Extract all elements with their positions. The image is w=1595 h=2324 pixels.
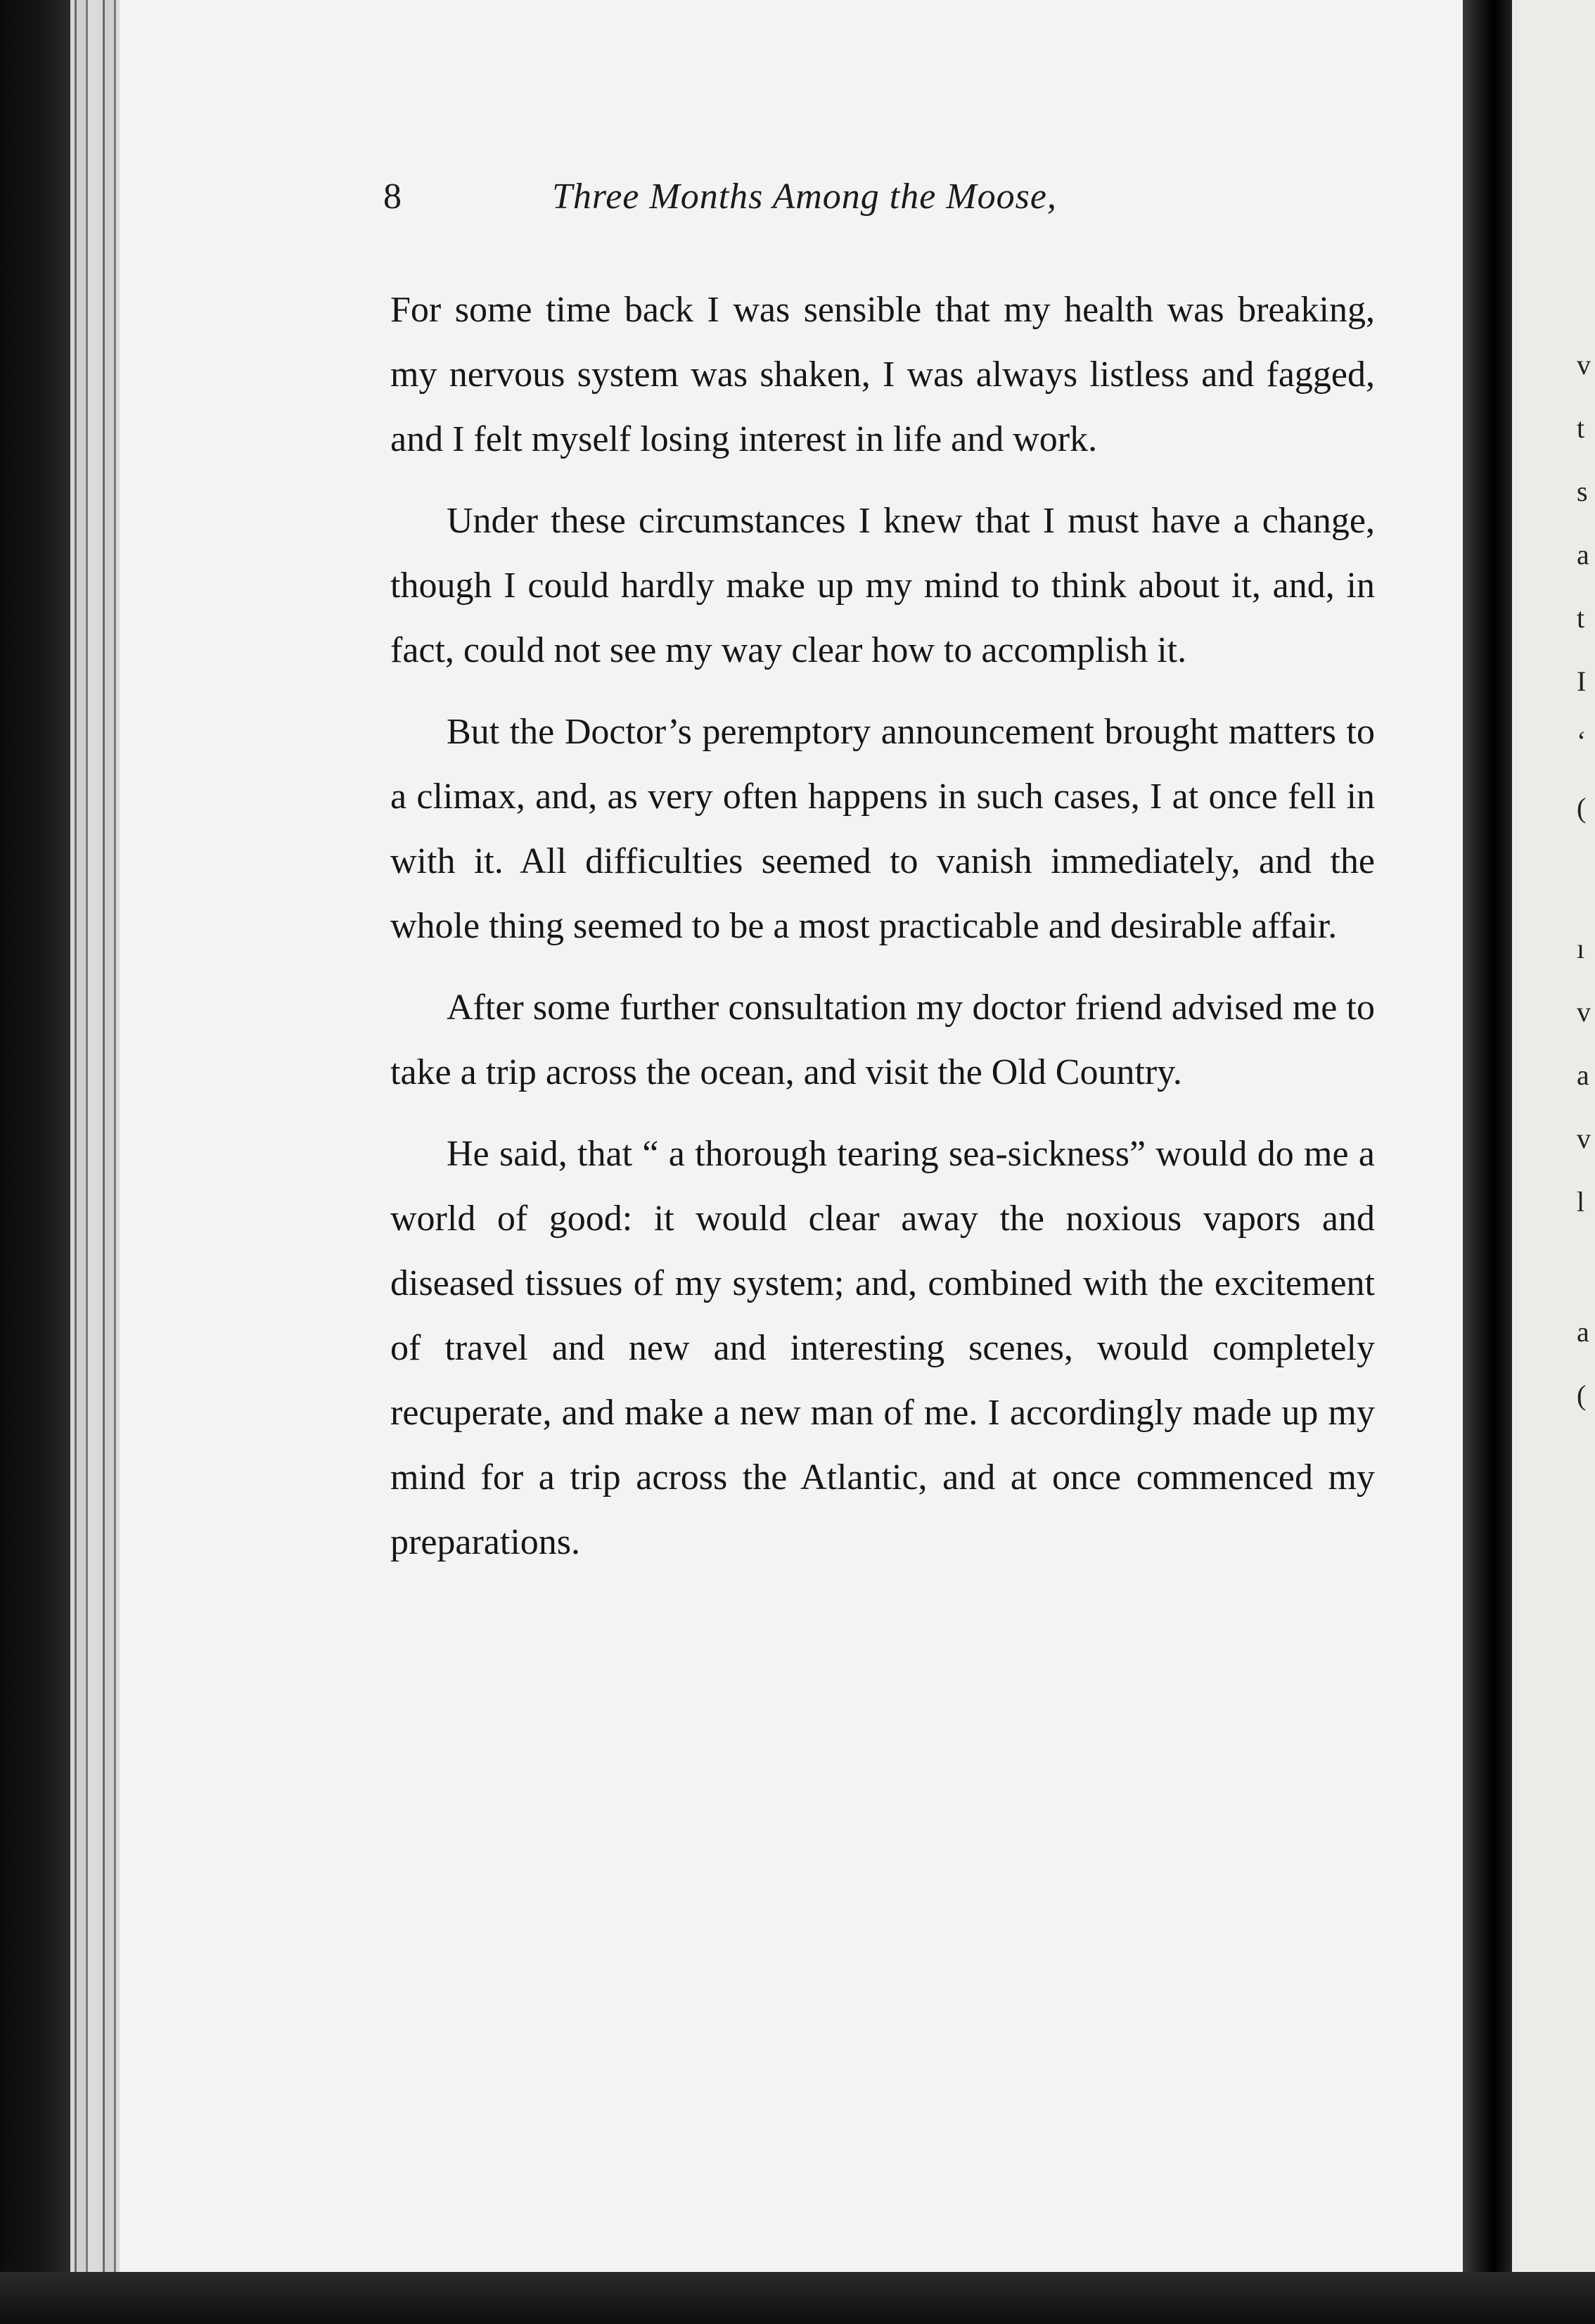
next-page-fragment: a: [1577, 539, 1589, 570]
paragraph-5: He said, that “ a thorough tearing sea-sickness” would do me a world of good: it would clear away the noxious vapors and diseased tissues of my system; and, combined with the excitement of travel and new and interesting scenes, would completely recuperate, and make a new man of me. I accordingly made up my mind for a trip across the Atlantic, and at once commenced my preparations.: [390, 1134, 1375, 1562]
next-page-fragment: v: [1577, 349, 1591, 381]
book-spine: [1463, 0, 1512, 2324]
next-page-fragment: a: [1577, 1059, 1589, 1091]
next-page-fragment: (: [1577, 792, 1587, 824]
next-page-fragment: a: [1577, 1316, 1589, 1348]
next-page-fragment: t: [1577, 412, 1585, 444]
next-page-sliver: [1512, 0, 1595, 2324]
next-page-fragment: ‘: [1577, 725, 1587, 757]
next-page-fragment: s: [1577, 475, 1588, 507]
page-body: [390, 278, 1375, 1592]
next-page-fragment: l: [1577, 1186, 1585, 1218]
scan-bottom-border: [0, 2272, 1595, 2324]
page-number: 8: [383, 177, 402, 217]
paragraph-2: Under these circumstances I knew that I must have a change, though I could hardly make up my mind to think about it, and, in fact, could not see my way clear how to accomplish it.: [390, 501, 1375, 670]
paragraph-3: But the Doctor’s peremptory announcement brought matters to a climax, and, as very often happens in such cases, I at once fell in with it. All difficulties seemed to vanish immediately, and the whole thing seemed to be a most practicable and desirable affair.: [390, 712, 1375, 946]
next-page-fragment: (: [1577, 1379, 1587, 1411]
next-page-fragment: v: [1577, 1123, 1591, 1154]
page-header: [383, 176, 1227, 232]
paragraph-1: For some time back I was sensible that my health was breaking, my nervous system was shaken, I was always listless and fagged, and I felt myself losing interest in life and work.: [390, 290, 1375, 459]
next-page-fragment: v: [1577, 996, 1591, 1028]
next-page-fragment: I: [1577, 665, 1587, 697]
paragraph-4: After some further consultation my doctor friend advised me to take a trip across the ocean, and visit the Old Country.: [390, 988, 1375, 1092]
next-page-fragment: t: [1577, 602, 1585, 634]
running-title: Three Months Among the Moose,: [552, 177, 1057, 217]
next-page-fragment: ı: [1577, 933, 1585, 964]
